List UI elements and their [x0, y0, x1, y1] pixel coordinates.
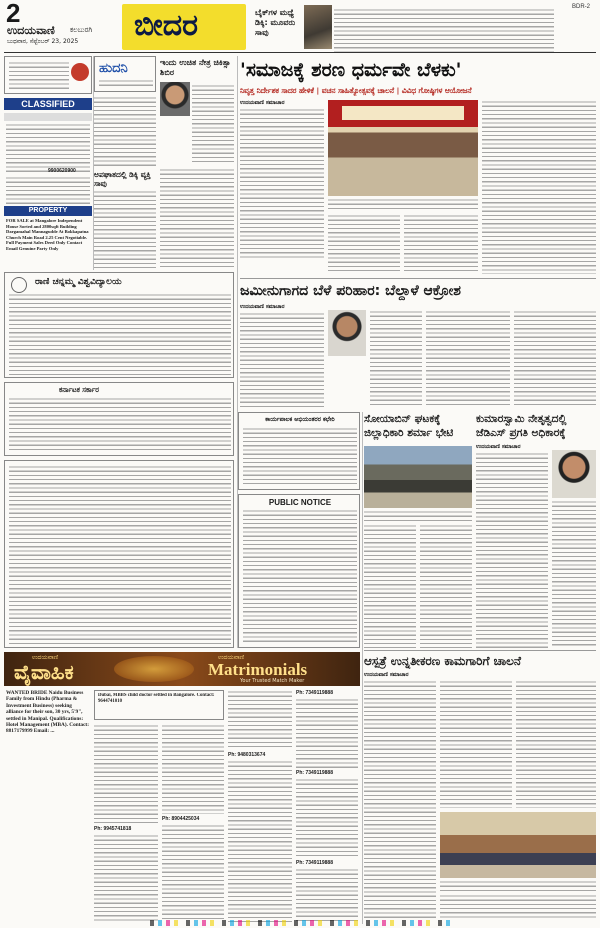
matrimonial-kannada-title: ವೈವಾಹಿಕ	[14, 660, 74, 684]
property-banner	[4, 206, 92, 216]
matrimonial-listing-2	[94, 690, 224, 720]
matrimonial-brand: ಉದಯವಾಣಿ	[32, 654, 59, 661]
matrimonial-header	[4, 652, 360, 686]
hospital-text-4	[440, 894, 596, 920]
lead-subheadline: ನಿವೃತ್ತ ನಿರ್ದೇಶಕ ಸಾದರ ಹೇಳಿಕೆ | ವಚನ ಸಾಹಿತ್ಯೋತ್ಸವಕ್ಕೆ ಚಾಲನೆ | ವಿವಿಧ ಗೋಷ್ಠಿಗಳ ಆಯೋಜನೆ	[240, 86, 472, 95]
public-notice-text	[243, 509, 357, 645]
public-notice-box	[238, 494, 360, 648]
hospital-story	[364, 652, 596, 922]
crop-text-col1	[240, 312, 324, 408]
listing-8-phone: Ph: 7349119888	[296, 860, 333, 866]
hospital-byline: ಉದಯವಾಣಿ ಸಮಾಚಾರ	[364, 672, 409, 678]
notice-text	[9, 293, 231, 375]
registration-marks	[150, 920, 450, 926]
public-notice-title: PUBLIC NOTICE	[268, 498, 332, 507]
crop-headline: ಜಮೀನುಗಾಗದ ಬೆಳೆ ಪರಿಹಾರ: ಬೆಲ್ದಾಳೆ ಆಕ್ರೋಶ	[240, 283, 461, 299]
listing-7-phone: Ph: 7349119888	[296, 770, 333, 776]
soybean-caption	[364, 510, 472, 522]
divider-1	[240, 278, 596, 279]
edition-label: ಕಲಬುರಗಿ	[70, 26, 93, 34]
misc-ads-text	[6, 176, 90, 204]
page-number: 2	[6, 0, 21, 28]
matrimonial-listings-block-e	[228, 690, 292, 750]
photo-caption	[328, 198, 478, 212]
listing-5-phone: Ph: 9480313674	[228, 752, 266, 758]
matrimonial-listings-block-b	[94, 834, 158, 922]
crop-byline: ಉದಯವಾಣಿ ಸಮಾಚಾರ	[240, 304, 285, 310]
lead-headline: 'ಸಮಾಜಕ್ಕೆ ಶರಣ ಧರ್ಮವೇ ಬೆಳಕು'	[240, 59, 462, 81]
matrimonial-english-brand: ಉದಯವಾಣಿ	[218, 654, 245, 661]
hudani-text-4	[160, 168, 234, 270]
jobs-ads-text	[6, 123, 90, 173]
matrimonial-listing-main: WANTED BRIDE Naidu Business Family from Hindu (Pharma & Investment Business) seeking alliance for their son, 30 yrs, 5'9", settled in Manipal. Qualifications: Hotel Management (MBA). Contact: 8817179999 Email: ...	[6, 690, 89, 735]
hudani-column	[94, 56, 236, 272]
matrimonial-english-title: Matrimonials	[208, 660, 308, 679]
hudani-tag	[99, 79, 153, 89]
classified-banner	[4, 98, 92, 110]
official-portrait	[328, 310, 366, 356]
soybean-text-2	[420, 524, 472, 648]
lead-text-col1	[240, 108, 324, 258]
hudani-subtitle: ಅಪಘಾತದಲ್ಲಿ ಡಿಕ್ಕಿ ವ್ಯಕ್ತಿ ಸಾವು	[94, 170, 151, 188]
ceremony-caption	[440, 880, 596, 892]
top-ad-text	[9, 61, 69, 91]
jds-headline: ಕುಮಾರಸ್ವಾಮಿ ನೇತೃತ್ವದಲ್ಲಿ ಜೆಡಿಎಸ್ ಪ್ರಗತಿ ಅಧಿಕಾರಕ್ಕೆ	[476, 413, 567, 439]
crop-text-col3	[426, 310, 510, 408]
tender-title: ಕರ್ನಾಟಕ ಸರ್ಕಾರ	[59, 386, 99, 394]
listing-4-phone: Ph: 8904425034	[162, 816, 200, 822]
public-notice-area	[238, 412, 360, 648]
matrimonial-ornament	[114, 656, 194, 682]
hospital-headline: ಆಸ್ಪತ್ರೆ ಉನ್ನತೀಕರಣ ಕಾಮಗಾರಿಗೆ ಚಾಲನೆ	[364, 654, 522, 668]
matrimonial-listings-block-g	[296, 698, 358, 768]
accident-photo	[304, 5, 332, 49]
stage-banner	[342, 106, 464, 120]
listing-6-phone: Ph: 7349119888	[296, 690, 333, 696]
listing-2-text: Dubai, MBBS child doctor settled in Bangalore. Contact: 9644741010	[98, 693, 215, 704]
hudani-logo: ಹುದನಿ	[99, 61, 128, 76]
rule-b	[237, 56, 238, 648]
date-line: ಬುಧವಾರ, ಸೆಪ್ಟೆಂಬರ್ 23, 2025	[7, 38, 79, 45]
property-label: PROPERTY	[28, 207, 68, 214]
inspection-photo	[364, 446, 472, 508]
soybean-headline: ಸೋಯಾಬಿನ್ ಘಟಕಕ್ಕೆ ಜಿಲ್ಲಾಧಿಕಾರಿ ಶರ್ಮಾ ಭೇಟಿ	[364, 413, 454, 439]
section-title: ಬೀದರ	[134, 8, 199, 43]
hudani-text-1	[94, 96, 156, 166]
tender-notice-1	[4, 382, 234, 456]
masthead	[0, 0, 600, 52]
hudani-logo-box	[94, 56, 156, 92]
jobs-bar	[4, 113, 92, 121]
stage-event-photo	[328, 100, 478, 196]
soybean-text-1	[364, 524, 416, 648]
rule-c	[362, 412, 363, 924]
hudani-title: ಇಂದು ಉಚಿತ ನೇತ್ರ ಚಿಕಿತ್ಸಾ ಶಿಬಿರ	[160, 58, 231, 77]
crop-text-col2	[370, 310, 422, 408]
hospital-text-3	[516, 680, 596, 808]
matrimonial-listings-block-i	[296, 868, 358, 922]
notices-area	[4, 272, 234, 647]
hudani-text-2	[192, 84, 234, 164]
divider-2	[364, 650, 596, 651]
rule-a	[93, 56, 94, 270]
matrimonial-listings-block-d	[162, 824, 224, 922]
ad-phone: 9900620900	[48, 168, 76, 174]
matrimonial-tagline: Your Trusted Match Maker	[240, 678, 305, 684]
jds-text-1	[476, 452, 548, 648]
masthead-rule	[4, 52, 596, 53]
hudani-text-3	[94, 190, 156, 270]
property-ad-text: FOR SALE at Mangalore Independent House Sorted and 2800sqft Building Dargamahal Mannagudde At Bokkapatna Church Main Road 2.25 Cent Negotiable. Full Payment Sales Deed Only Contact Email Genuine Party Only	[6, 218, 89, 251]
jds-byline: ಉದಯವಾಣಿ ಸಮಾಚಾರ	[476, 444, 521, 450]
lead-byline: ಉದಯವಾಣಿ ಸಮಾಚಾರ	[240, 100, 285, 106]
leader-portrait	[552, 450, 596, 498]
lead-text-col3	[404, 214, 478, 274]
tender-text-2	[9, 465, 231, 645]
jds-text-2	[552, 500, 596, 648]
page-code: BDR-2	[572, 4, 591, 10]
university-notice	[4, 272, 234, 378]
ceremony-photo	[440, 812, 596, 878]
paper-name: ಉದಯವಾಣಿ	[7, 24, 55, 37]
matrimonial-listings-block-f	[228, 760, 292, 922]
matrimonial-section	[4, 652, 360, 924]
classified-label: CLASSIFIED	[21, 99, 75, 109]
matrimonial-listings-block-a	[94, 724, 158, 824]
portrait-photo	[160, 82, 190, 116]
lead-story	[240, 56, 596, 276]
listing-3-phone: Ph: 9945741818	[94, 826, 132, 832]
university-emblem	[11, 277, 27, 293]
top-ad-box	[4, 56, 92, 94]
tender-notice-2	[4, 460, 234, 648]
hospital-text-2	[440, 680, 512, 808]
govt-tender-title: ಕಾರ್ಯಪಾಲಕ ಅಭಿಯಂತರರ ಕಛೇರಿ	[265, 416, 335, 423]
soybean-story	[364, 412, 472, 648]
crop-text-col4	[514, 310, 596, 408]
lead-text-col4	[482, 100, 596, 274]
govt-tender-text	[243, 427, 357, 487]
hospital-text-1	[364, 680, 436, 920]
matrimonial-listings-block-c	[162, 724, 224, 814]
teaser-title: ಬೈಕ್‌ಗಳ ಮಧ್ಯೆ ಡಿಕ್ಕಿ: ಮೂವರು ಸಾವು	[255, 8, 296, 37]
tender-text-1	[9, 397, 231, 453]
ad-logo	[71, 63, 89, 81]
teaser-text	[334, 8, 554, 52]
crop-story	[240, 280, 596, 410]
notice-title: ರಾಣಿ ಚನ್ನಮ್ಮ ವಿಶ್ವವಿದ್ಯಾಲಯ	[35, 277, 122, 287]
lead-text-col2	[328, 214, 400, 274]
jds-story	[476, 412, 596, 648]
govt-tender-box	[238, 412, 360, 490]
matrimonial-listings-block-h	[296, 778, 358, 858]
